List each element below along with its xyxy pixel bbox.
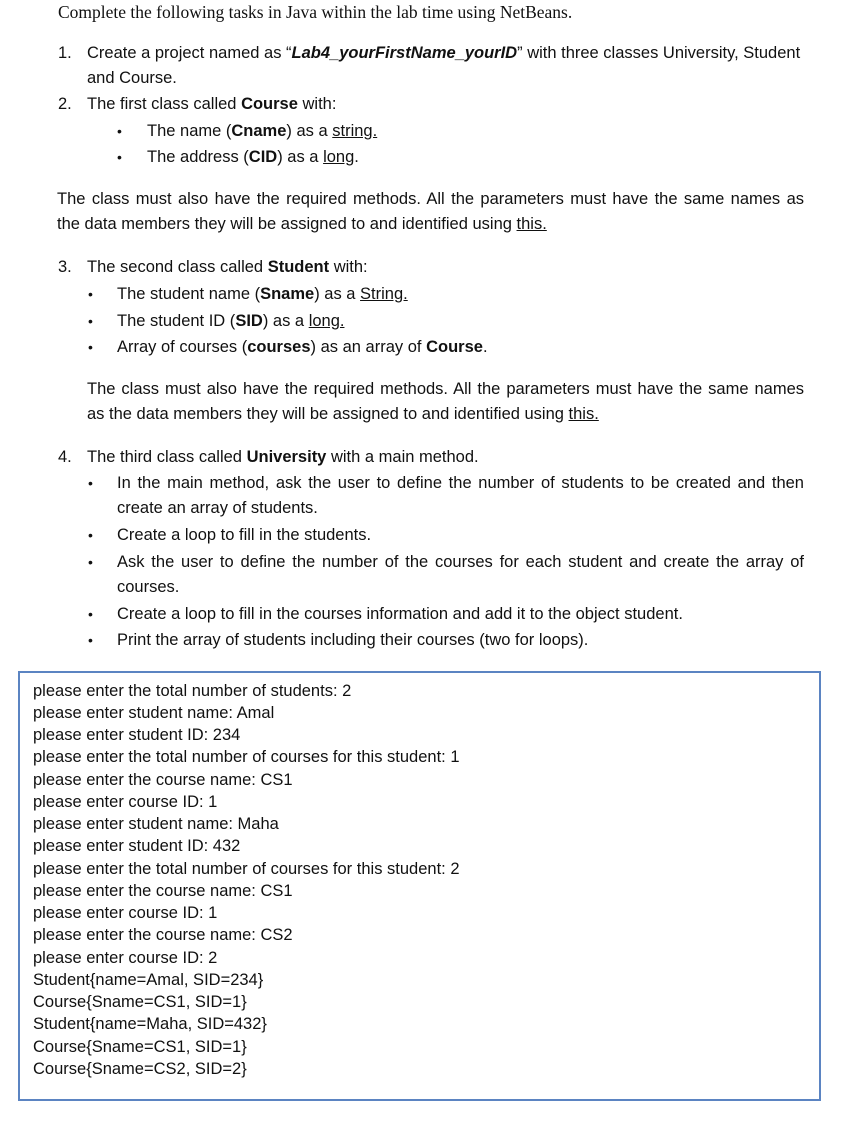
t3p-pre: as the data members they will be assigned to and identified using — [87, 405, 569, 423]
task4-bullet-5-glyph: • — [88, 632, 93, 648]
task3-number: 3. — [58, 258, 72, 276]
task4-pre: The third class called — [87, 448, 247, 466]
task4-bullet-4-glyph: • — [88, 606, 93, 622]
t3b2-d: long. — [308, 312, 345, 330]
t2p-this: this. — [516, 215, 547, 233]
console-line: please enter the course name: CS1 — [33, 771, 293, 789]
console-line: please enter student name: Maha — [33, 815, 279, 833]
console-line: please enter student ID: 234 — [33, 726, 241, 744]
task2-para-line2 — [57, 214, 547, 234]
intro-text: Complete the following tasks in Java within the lab time using NetBeans. — [58, 2, 573, 22]
console-line: Course{Sname=CS2, SID=2} — [33, 1060, 247, 1078]
t2p-pre: the data members they will be assigned to and identified using — [57, 215, 517, 233]
t3b2-c: ) as a — [262, 312, 309, 330]
task1-text — [87, 43, 800, 63]
task3-post: with: — [329, 258, 368, 276]
task2-post: with: — [297, 95, 337, 113]
t3b3-a: Array of courses ( — [117, 338, 248, 356]
console-line: please enter the course name: CS1 — [33, 882, 293, 900]
task2-text — [87, 94, 336, 114]
t2b2-e: . — [354, 148, 359, 166]
t3b3-e: . — [482, 338, 488, 356]
t3b1-d: String. — [360, 285, 408, 303]
t2b1-b: Cname — [231, 122, 287, 140]
task4-bullet-4: Create a loop to fill in the courses information and add it to the object student. — [117, 605, 683, 623]
task3-class-name: Student — [267, 258, 330, 276]
task1-pre: Create a project named as “ — [87, 44, 292, 62]
t3b3-d: Course — [426, 338, 483, 356]
task4-bullet-3-line2: courses. — [117, 578, 180, 596]
task3-bullet-2-glyph: • — [88, 313, 93, 329]
task4-bullet-3-line1: Ask the user to define the number of the courses for each student and create the array of — [117, 553, 804, 571]
t3b1-c: ) as a — [314, 285, 361, 303]
task3-bullet-2 — [117, 311, 344, 331]
t3b3-b: courses — [247, 338, 311, 356]
console-line: Course{Sname=CS1, SID=1} — [33, 1038, 247, 1056]
t3b1-a: The student name ( — [117, 285, 261, 303]
console-line: please enter student ID: 432 — [33, 837, 241, 855]
task4-bullet-1-line1: In the main method, ask the user to define the number of students to be created and then — [117, 474, 804, 492]
task4-bullet-3-glyph: • — [88, 554, 93, 570]
task3-bullet-3-glyph: • — [88, 339, 93, 355]
task4-post: with a main method. — [326, 448, 479, 466]
task4-bullet-2: Create a loop to fill in the students. — [117, 526, 372, 544]
t3p-this: this. — [568, 405, 599, 423]
task3-bullet-1-glyph: • — [88, 286, 93, 302]
task2-number: 2. — [58, 95, 72, 113]
console-line: Student{name=Maha, SID=432} — [33, 1015, 267, 1033]
console-line: please enter the total number of courses for this student: 1 — [33, 748, 460, 766]
console-line: Student{name=Amal, SID=234} — [33, 971, 264, 989]
t2b2-a: The address ( — [147, 148, 249, 166]
t2b1-c: ) as a — [286, 122, 333, 140]
task2-bullet-1 — [147, 121, 377, 141]
task3-bullet-3 — [117, 337, 488, 357]
console-line: please enter the total number of students: 2 — [33, 682, 352, 700]
task1-number: 1. — [58, 44, 72, 62]
task2-bullet-1-glyph: • — [117, 123, 122, 139]
sample-output-box — [18, 671, 821, 1101]
t2b2-d: long — [323, 148, 355, 166]
t2b2-c: ) as a — [277, 148, 324, 166]
task4-bullet-2-glyph: • — [88, 527, 93, 543]
task1-post: ” with three classes University, Student — [517, 44, 801, 62]
task3-para-line1: The class must also have the required methods. All the parameters must have the same names — [87, 380, 804, 398]
t2b2-b: CID — [248, 148, 278, 166]
console-line: please enter the total number of courses for this student: 2 — [33, 860, 460, 878]
task1-cont: and Course. — [87, 69, 177, 87]
task4-number: 4. — [58, 448, 72, 466]
task2-bullet-2-glyph: • — [117, 149, 122, 165]
task4-bullet-1-line2: create an array of students. — [117, 499, 318, 517]
task2-class-name: Course — [241, 95, 298, 113]
console-line: please enter student name: Amal — [33, 704, 275, 722]
t3b3-c: ) as an array of — [310, 338, 427, 356]
console-line: please enter course ID: 1 — [33, 793, 218, 811]
console-line: please enter course ID: 1 — [33, 904, 218, 922]
task3-bullet-1 — [117, 284, 408, 304]
task3-para-line2 — [87, 404, 599, 424]
task2-pre: The first class called — [87, 95, 242, 113]
task3-text — [87, 257, 368, 277]
t3b1-b: Sname — [260, 285, 315, 303]
console-line: please enter course ID: 2 — [33, 949, 218, 967]
t3b2-b: SID — [235, 312, 263, 330]
console-line: please enter the course name: CS2 — [33, 926, 293, 944]
t3b2-a: The student ID ( — [117, 312, 236, 330]
t2b1-a: The name ( — [147, 122, 232, 140]
task1-project-name: Lab4_yourFirstName_yourID — [291, 44, 518, 62]
task4-bullet-1-glyph: • — [88, 475, 93, 491]
task4-text — [87, 447, 479, 467]
task2-bullet-2 — [147, 147, 359, 167]
t2b1-d: string. — [332, 122, 378, 140]
task4-class-name: University — [246, 448, 327, 466]
task4-bullet-5: Print the array of students including their courses (two for loops). — [117, 631, 589, 649]
task2-para-line1: The class must also have the required methods. All the parameters must have the same names as — [57, 190, 804, 208]
task3-pre: The second class called — [87, 258, 268, 276]
console-line: Course{Sname=CS1, SID=1} — [33, 993, 247, 1011]
